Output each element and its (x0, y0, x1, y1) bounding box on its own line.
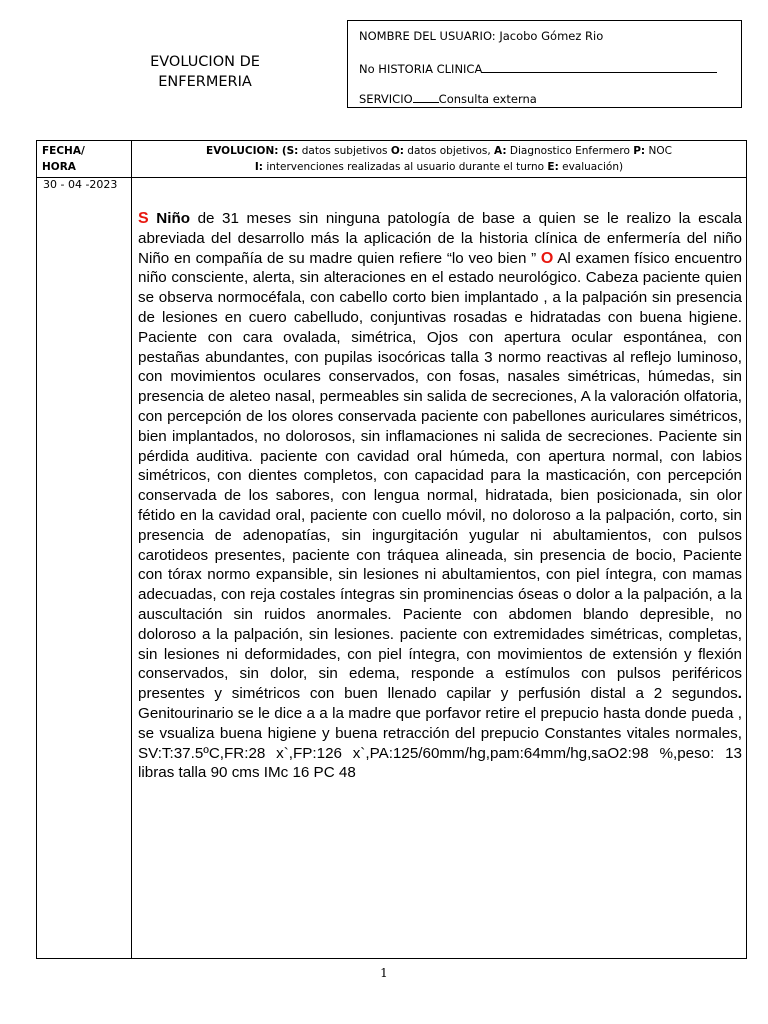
subjective-text: de 31 meses sin ninguna patología de base a quien se le realizo la escala abreviada del desarrollo más la aplicación de la historia clínica de enfermería del niño Niño en compañía de su madre quien refiere “lo veo bien ” (138, 210, 742, 267)
o-key: O: (390, 145, 404, 157)
document-title-line1: EVOLUCION DE (150, 54, 260, 70)
objective-text: Al examen físico encuentro niño consciente, alerta, sin alteraciones en el estado neurológico. Cabeza paciente quien se observa normocéfala, con cabello corto bien implantado , a la palpación sin presencia de lesiones en cuero cabelludo, conjuntivas rosadas e hidratadas con buena higiene. Paciente con cara ovalada, simétrica, Ojos con apertura ocular espontánea, con pestañas abundantes, con pupilas isocóricas talla 3 normo reactivas al reflejo luminoso, con movimientos oculares conservados, con fosas, nasales simétricas, húmedas, sin presencia de aleteo nasal, permeables sin salida de secreciones, A la valoración olfatoria, con percepción de los olores conservada paciente con pabellones auriculares simétricos, bien implantados, no dolorosos, sin inflamaciones ni salida de secreciones. Paciente sin pérdida auditiva. paciente con cavidad oral húmeda, con apertura normal, con labios simétricos, con dientes completos, con capacidad para la masticación, con percepción conservada de los sabores, con lengua normal, hidratada, bien posicionada, sin olor fétido en la cavidad oral, paciente con cuello móvil, no doloroso a la palpación, corto, sin presencia de adenopatías, sin ingurgitación yugular ni abultamientos, con pulsos carotideos presentes, paciente con tráquea alineada, sin presencia de bocio, Paciente con tórax normo expansible, sin lesiones ni abultamientos, con piel íntegra, con mamas adecuadas, con reja costales íntegras sin prominencias óseas o dolor a la palpación, a la auscultación sin ruidos anormales. Paciente con abdomen blando depresible, no doloroso a la palpación, sin lesiones. paciente con extremidades simétricas, completas, sin lesiones ni deformidades, con piel íntegra, con movimientos de extensión y flexión conservados, sin dolor, sin edema, responde a estímulos con pulsos periféricos presentes y simétricos con buen llenado capilar y perfusión distal a 2 segundos (138, 249, 742, 703)
e-desc: evaluación) (558, 161, 624, 173)
evolution-header-line1 (133, 143, 745, 159)
p-key: P: (633, 145, 646, 157)
subjective-marker: S (138, 210, 149, 227)
service-label: SERVICIO (359, 92, 413, 106)
s-desc: datos subjetivos (298, 145, 391, 157)
evolution-label: EVOLUCION: (206, 145, 279, 157)
e-key: E: (547, 161, 559, 173)
column-divider (131, 141, 132, 958)
evolution-header-line2 (133, 159, 745, 175)
patient-name-line (359, 29, 603, 43)
patient-name-value: Jacobo Gómez Rio (499, 29, 604, 43)
o-desc: datos objetivos, (403, 145, 495, 157)
document-title-line2: ENFERMERIA (158, 74, 252, 90)
clinical-record-blank (482, 61, 717, 73)
service-blank (413, 91, 439, 103)
patient-info-box (347, 20, 742, 108)
document-title (130, 52, 280, 92)
i-desc: intervenciones realizadas al usuario durante el turno (262, 161, 548, 173)
service-value: Consulta externa (438, 92, 537, 106)
a-key: A: (494, 145, 507, 157)
date-header-line2: HORA (42, 161, 76, 173)
service-line (359, 91, 537, 106)
evolution-note (138, 209, 742, 783)
subjective-lead: Niño (148, 210, 190, 227)
header-divider (37, 177, 746, 178)
genitourinary-vitals-text: Genitourinario se le dice a a la madre que porfavor retire el prepucio hasta donde pueda , se vsualiza buena higiene y buena retracción del prepucio Constantes vitales normales, SV:T:37.5ºC,FR:28 x`,FP:126 x`,PA:125/60mm/hg,pam:64mm/hg,saO2:98 %,peso: 13 libras talla 90 cms IMc 16 PC 48 (138, 704, 742, 782)
a-desc: Diagnostico Enfermero (506, 145, 634, 157)
i-key: I: (254, 161, 263, 173)
evolution-column-header (133, 143, 745, 175)
date-column-header (42, 143, 130, 175)
s-key: S: (286, 145, 299, 157)
entry-date: 30 - 04 -2023 (43, 178, 118, 191)
p-desc: NOC (645, 145, 672, 157)
evolution-table (36, 140, 747, 959)
objective-marker: O (540, 249, 554, 267)
paren-open: ( (281, 145, 287, 157)
page-number: 1 (380, 966, 388, 980)
clinical-record-label: No HISTORIA CLINICA (359, 62, 483, 76)
objective-period: . (737, 685, 742, 703)
clinical-record-line (359, 61, 717, 76)
patient-name-label: NOMBRE DEL USUARIO: (359, 29, 496, 43)
date-header-line1: FECHA/ (42, 145, 85, 157)
